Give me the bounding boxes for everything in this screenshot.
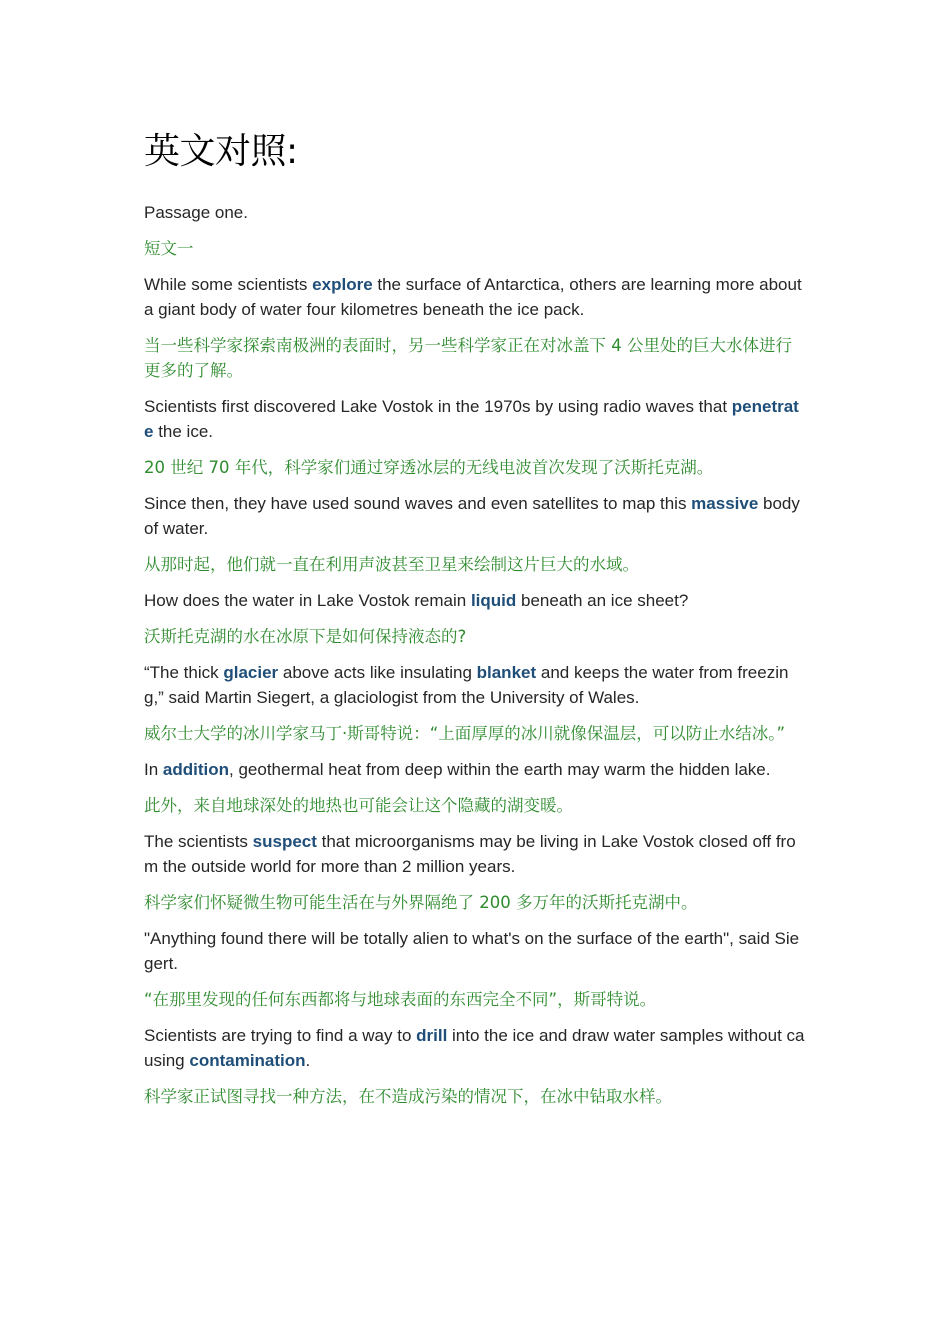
chinese-translation: [144, 455, 808, 480]
english-sentence: [144, 757, 808, 782]
text-segment: Passage one.: [144, 203, 248, 222]
english-sentence: [144, 660, 808, 710]
text-segment: and keeps the water from freezing,” said Martin Siegert, a glaciologist from the University of Wales.: [144, 663, 789, 707]
text-segment: 科学家正试图寻找一种方法，在不造成污染的情况下，在冰中钻取水样。: [144, 1087, 672, 1106]
document-page: [144, 128, 808, 1120]
text-segment: “在那里发现的任何东西都将与地球表面的东西完全不同”，斯哥特说。: [144, 990, 657, 1009]
vocabulary-keyword: blanket: [476, 663, 537, 682]
chinese-translation: [144, 552, 808, 577]
text-segment: the surface of Antarctica, others are learning more about a giant body of water four kilometres beneath the ice pack.: [144, 275, 802, 319]
english-sentence: [144, 394, 808, 444]
text-segment: 此外，来自地球深处的地热也可能会让这个隐藏的湖变暖。: [144, 796, 573, 815]
text-segment: How does the water in Lake Vostok remain: [144, 591, 471, 610]
text-segment: above acts like insulating: [278, 663, 477, 682]
text-segment: Scientists are trying to find a way to: [144, 1026, 417, 1045]
text-segment: Since then, they have used sound waves and even satellites to map this: [144, 494, 692, 513]
text-segment: beneath an ice sheet?: [516, 591, 689, 610]
text-segment: "Anything found there will be totally alien to what's on the surface of the earth", said Siegert.: [144, 929, 800, 973]
english-sentence: [144, 491, 808, 541]
text-segment: , geothermal heat from deep within the earth may warm the hidden lake.: [229, 760, 771, 779]
text-segment: In: [144, 760, 163, 779]
chinese-translation: [144, 333, 808, 383]
text-segment: The scientists: [144, 832, 253, 851]
text-segment: .: [305, 1051, 311, 1070]
vocabulary-keyword: addition: [162, 760, 230, 779]
text-segment: 从那时起，他们就一直在利用声波甚至卫星来绘制这片巨大的水域。: [144, 555, 639, 574]
english-sentence: [144, 1023, 808, 1073]
passage-content: [144, 200, 808, 1109]
text-segment: 科学家们怀疑微生物可能生活在与外界隔绝了 200 多万年的沃斯托克湖中。: [144, 893, 698, 912]
text-segment: 威尔士大学的冰川学家马丁·斯哥特说：“上面厚厚的冰川就像保温层，可以防止水结冰。”: [144, 724, 786, 743]
text-segment: the ice.: [153, 422, 214, 441]
chinese-translation: [144, 890, 808, 915]
text-segment: 沃斯托克湖的水在冰原下是如何保持液态的?: [144, 627, 467, 646]
text-segment: that microorganisms may be living in Lake Vostok closed off from the outside world for more than 2 million years.: [144, 832, 796, 876]
text-segment: “The thick: [144, 663, 224, 682]
text-segment: into the ice and draw water samples without causing: [144, 1026, 805, 1070]
english-sentence: [144, 829, 808, 879]
vocabulary-keyword: massive: [691, 494, 759, 513]
text-segment: 短文一: [144, 239, 194, 258]
chinese-translation: [144, 624, 808, 649]
text-segment: 20 世纪 70 年代，科学家们通过穿透冰层的无线电波首次发现了沃斯托克湖。: [144, 458, 714, 477]
chinese-translation: [144, 793, 808, 818]
vocabulary-keyword: glacier: [223, 663, 279, 682]
vocabulary-keyword: penetrate: [144, 397, 799, 441]
english-sentence: [144, 926, 808, 976]
chinese-translation: [144, 987, 808, 1012]
vocabulary-keyword: suspect: [252, 832, 317, 851]
english-sentence: [144, 272, 808, 322]
vocabulary-keyword: contamination: [189, 1051, 306, 1070]
vocabulary-keyword: drill: [416, 1026, 448, 1045]
text-segment: Scientists first discovered Lake Vostok in the 1970s by using radio waves that: [144, 397, 732, 416]
chinese-translation: [144, 236, 808, 261]
vocabulary-keyword: explore: [312, 275, 373, 294]
english-sentence: [144, 588, 808, 613]
chinese-translation: [144, 1084, 808, 1109]
chinese-translation: [144, 721, 808, 746]
english-sentence: [144, 200, 808, 225]
text-segment: body of water.: [144, 494, 800, 538]
page-title: 英文对照:: [144, 131, 298, 172]
text-segment: 当一些科学家探索南极洲的表面时，另一些科学家正在对冰盖下 4 公里处的巨大水体进行更多的了解。: [144, 336, 792, 380]
text-segment: While some scientists: [144, 275, 313, 294]
vocabulary-keyword: liquid: [470, 591, 517, 610]
